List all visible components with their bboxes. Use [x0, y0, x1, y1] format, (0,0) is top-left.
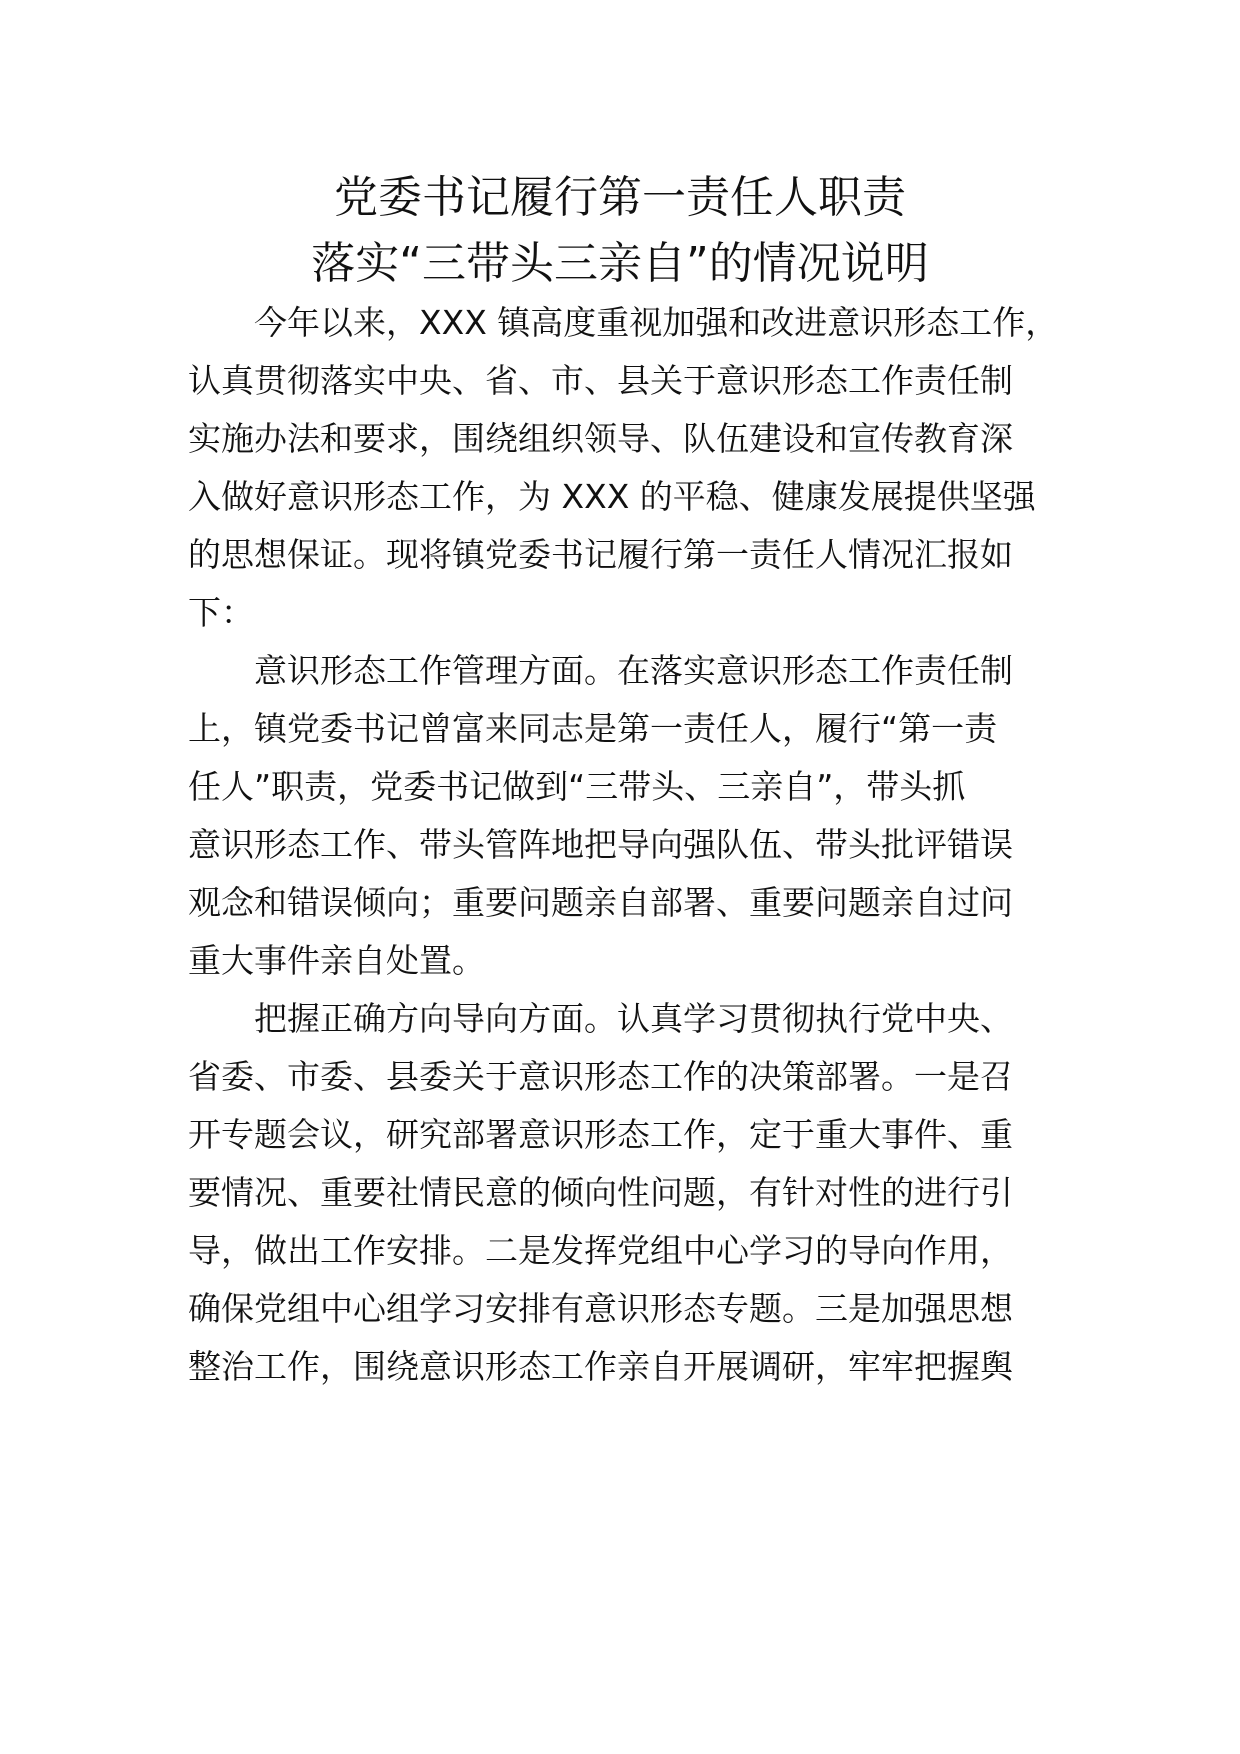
paragraph-3-line-2: 省委、市委、县委关于意识形态工作的决策部署。一是召 [188, 1057, 1013, 1096]
paragraph-2-line-4: 意识形态工作、带头管阵地把导向强队伍、带头批评错误 [188, 825, 1013, 864]
paragraph-3-line-1: 把握正确方向导向方面。认真学习贯彻执行党中央、 [254, 999, 1013, 1038]
paragraph-1-line-5: 的思想保证。现将镇党委书记履行第一责任人情况汇报如 [188, 535, 1013, 574]
paragraph-2-line-2: 上，镇党委书记曾富来同志是第一责任人，履行“第一责 [188, 709, 998, 748]
document-title-line-2: 落实“三带头三亲自”的情况说明 [311, 238, 929, 289]
paragraph-1-line-1: 今年以来，XXX 镇高度重视加强和改进意识形态工作， [254, 303, 1059, 342]
paragraph-1-line-6: 下： [188, 593, 254, 632]
paragraph-3-line-4: 要情况、重要社情民意的倾向性问题，有针对性的进行引 [188, 1173, 1013, 1212]
paragraph-2-line-6: 重大事件亲自处置。 [188, 941, 485, 980]
paragraph-3-line-3: 开专题会议，研究部署意识形态工作，定于重大事件、重 [188, 1115, 1013, 1154]
paragraph-3-line-5: 导，做出工作安排。二是发挥党组中心学习的导向作用， [188, 1231, 1013, 1270]
document-title-line-1: 党委书记履行第一责任人职责 [334, 172, 906, 223]
paragraph-3-line-7: 整治工作，围绕意识形态工作亲自开展调研，牢牢把握舆 [188, 1347, 1013, 1386]
paragraph-1-line-3: 实施办法和要求，围绕组织领导、队伍建设和宣传教育深 [188, 419, 1013, 458]
paragraph-2-line-5: 观念和错误倾向；重要问题亲自部署、重要问题亲自过问 [188, 883, 1013, 922]
paragraph-3-line-6: 确保党组中心组学习安排有意识形态专题。三是加强思想 [188, 1289, 1013, 1328]
paragraph-1-line-4: 入做好意识形态工作，为 XXX 的平稳、健康发展提供坚强 [188, 477, 1036, 516]
paragraph-2-line-3: 任人”职责，党委书记做到“三带头、三亲自”，带头抓 [188, 767, 966, 806]
paragraph-2-line-1: 意识形态工作管理方面。在落实意识形态工作责任制 [254, 651, 1013, 690]
paragraph-1-line-2: 认真贯彻落实中央、省、市、县关于意识形态工作责任制 [188, 361, 1013, 400]
